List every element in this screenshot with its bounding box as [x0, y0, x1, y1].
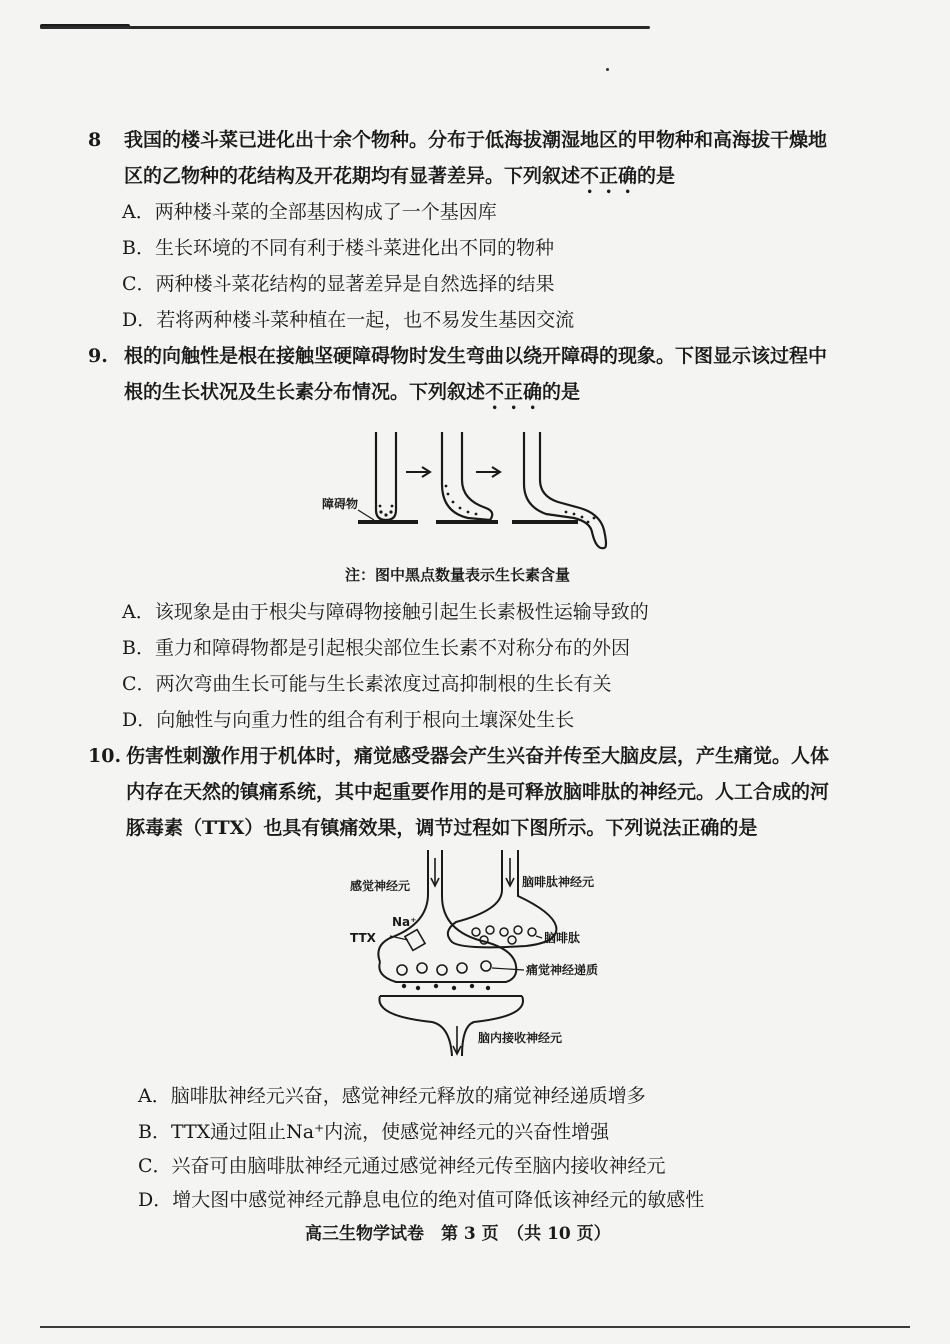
q10-option-c: C．兴奋可由脑啡肽神经元通过感觉神经元传至脑内接收神经元	[138, 1155, 666, 1177]
label-enkephalin-neuron: 脑啡肽神经元	[522, 875, 595, 889]
q8-option-c: C．两种楼斗菜花结构的显著差异是自然选择的结果	[122, 273, 555, 295]
q8-option-b: B．生长环境的不同有利于楼斗菜进化出不同的物种	[122, 237, 554, 259]
q9-text2b: 的是	[542, 381, 581, 403]
q8-line2	[124, 164, 675, 198]
q10-option-a: A．脑啡肽神经元兴奋，感觉神经元释放的痛觉神经递质增多	[138, 1085, 646, 1107]
bottom-rule	[40, 1326, 910, 1328]
q8-text2a: 区的乙物种的花结构及开花期均有显著差异。下列叙述	[124, 165, 581, 187]
obstacle-1	[358, 520, 418, 524]
q10-option-b: B．TTX通过阻止Na⁺内流，使感觉神经元的兴奋性增强	[138, 1121, 610, 1143]
q8-line1	[88, 128, 827, 152]
label-ttx: TTX	[350, 931, 376, 945]
q8-text1: 我国的楼斗菜已进化出十余个物种。分布于低海拔潮湿地区的甲物种和高海拔干燥地	[124, 129, 828, 151]
q9-emphasis: 不正确	[485, 381, 543, 403]
root-figure	[318, 424, 618, 556]
q10-line1	[88, 744, 829, 768]
q10-option-d: D．增大图中感觉神经元静息电位的绝对值可降低该神经元的敏感性	[138, 1189, 705, 1211]
q8-option-a: A．两种楼斗菜的全部基因构成了一个基因库	[122, 201, 497, 223]
figure-note: 注：图中黑点数量表示生长素含量	[345, 566, 571, 584]
q9-number: 9.	[88, 345, 108, 367]
q8-emphasis: 不正确	[580, 165, 638, 187]
q8-option-d: D．若将两种楼斗菜种植在一起，也不易发生基因交流	[122, 309, 575, 331]
label-na: Na⁺	[392, 915, 417, 929]
q9-option-c: C．两次弯曲生长可能与生长素浓度过高抑制根的生长有关	[122, 673, 612, 695]
q10-line2: 内存在天然的镇痛系统，其中起重要作用的是可释放脑啡肽的神经元。人工合成的河	[126, 781, 830, 803]
q10-line3: 豚毒素（TTX）也具有镇痛效果，调节过程如下图所示。下列说法正确的是	[126, 817, 758, 839]
q9-option-a: A．该现象是由于根尖与障碍物接触引起生长素极性运输导致的	[122, 601, 649, 623]
synapse-figure	[346, 846, 636, 1062]
label-receiver: 脑内接收神经元	[478, 1031, 563, 1045]
speck	[606, 68, 609, 71]
q9-option-d: D．向触性与向重力性的组合有利于根向土壤深处生长	[122, 709, 575, 731]
q10-number: 10.	[88, 745, 122, 767]
label-sensory-neuron: 感觉神经元	[350, 879, 411, 893]
top-rule	[40, 26, 650, 29]
label-enkephalin: 脑啡肽	[544, 931, 581, 945]
obstacle-label: 障碍物	[322, 497, 359, 511]
label-pain-transmitter: 痛觉神经递质	[526, 963, 599, 977]
q10-text1: 伤害性刺激作用于机体时，痛觉感受器会产生兴奋并传至大脑皮层，产生痛觉。人体	[126, 745, 830, 767]
q8-number: 8	[88, 129, 102, 151]
q9-text1: 根的向触性是根在接触坚硬障碍物时发生弯曲以绕开障碍的现象。下图显示该过程中	[124, 345, 828, 367]
q9-option-b: B．重力和障碍物都是引起根尖部位生长素不对称分布的外因	[122, 637, 630, 659]
page-footer: 高三生物学试卷 第 3 页 （共 10 页）	[305, 1224, 611, 1244]
q9-text2a: 根的生长状况及生长素分布情况。下列叙述	[124, 381, 486, 403]
obstacle-2	[436, 520, 498, 524]
obstacle-3	[512, 520, 578, 524]
q9-line2	[124, 380, 580, 414]
q8-text2b: 的是	[637, 165, 676, 187]
q9-line1	[88, 344, 827, 368]
